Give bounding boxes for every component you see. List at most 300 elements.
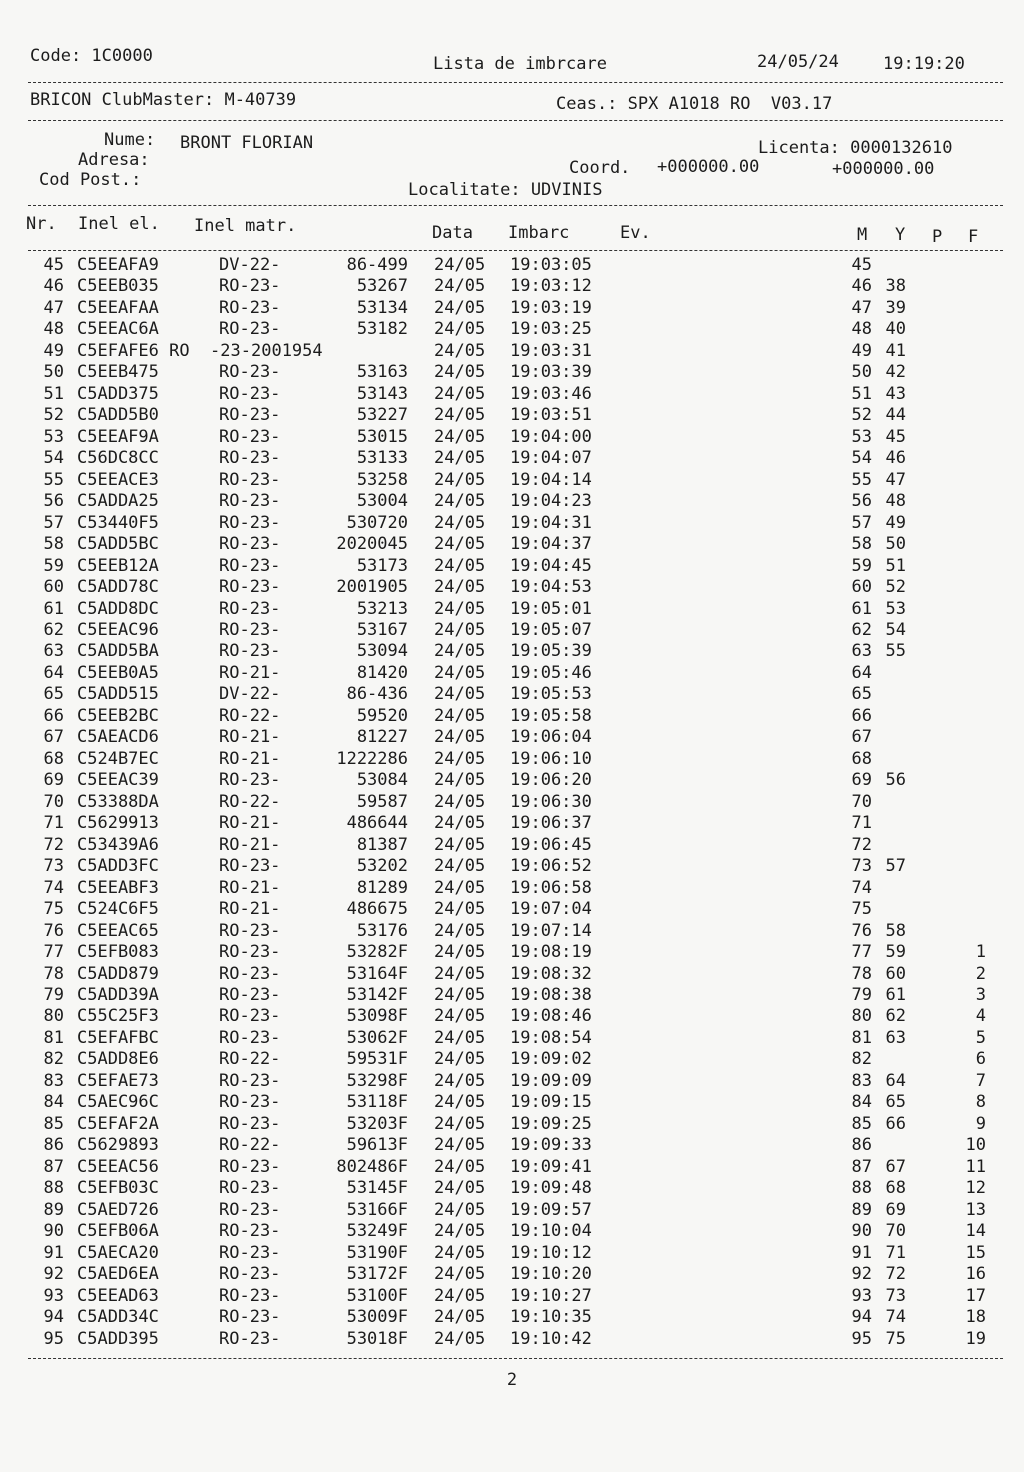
ring-number: 53009F — [346, 1307, 408, 1328]
embark-date: 24/05 — [434, 1307, 486, 1328]
row-number: 88 — [43, 1178, 64, 1199]
row-number: 47 — [43, 297, 64, 318]
ring-number: 53190F — [346, 1242, 408, 1263]
y-value: 60 — [885, 963, 906, 984]
table-row — [0, 1071, 1024, 1092]
table-row — [0, 1006, 1024, 1027]
table-row — [0, 813, 1024, 834]
embark-time: 19:10:35 — [510, 1307, 592, 1328]
table-row — [0, 470, 1024, 491]
embark-date: 24/05 — [434, 684, 486, 705]
embark-date: 24/05 — [434, 1264, 486, 1285]
ring-country: RO-23- — [219, 512, 281, 533]
table-row — [0, 1243, 1024, 1264]
electronic-ring: C5EEB0A5 — [77, 662, 159, 683]
f-value: 1 — [975, 942, 986, 963]
separator — [28, 82, 1003, 83]
row-number: 52 — [43, 405, 64, 426]
ring-number: 59587 — [356, 791, 408, 812]
y-value: 44 — [885, 405, 906, 426]
ring-number: 53227 — [356, 405, 408, 426]
electronic-ring: C5EFB03C — [77, 1178, 159, 1199]
m-value: 68 — [851, 748, 872, 769]
m-value: 88 — [851, 1178, 872, 1199]
y-value: 70 — [885, 1221, 906, 1242]
m-value: 45 — [851, 255, 872, 275]
ring-number: 486644 — [346, 813, 408, 834]
m-value: 91 — [851, 1242, 872, 1263]
embark-time: 19:10:12 — [510, 1242, 592, 1263]
table-row — [0, 964, 1024, 985]
ring-country: RO-23- — [219, 319, 281, 340]
col-m: M — [857, 225, 868, 245]
embark-date: 24/05 — [434, 1285, 486, 1306]
row-number: 89 — [43, 1199, 64, 1220]
row-number: 65 — [43, 684, 64, 705]
electronic-ring: C5EEAC65 — [77, 920, 159, 941]
embark-time: 19:04:23 — [510, 491, 592, 512]
row-number: 57 — [43, 512, 64, 533]
embark-time: 19:05:07 — [510, 619, 592, 640]
clock-info: Ceas.: SPX A1018 RO V03.17 — [556, 94, 833, 114]
postcode-label: Cod Post.: — [39, 170, 142, 190]
f-value: 18 — [965, 1307, 986, 1328]
col-ring-matr: Inel matr. — [194, 216, 297, 236]
table-row — [0, 620, 1024, 641]
row-number: 63 — [43, 641, 64, 662]
separator — [28, 205, 1003, 206]
row-number: 82 — [43, 1049, 64, 1070]
ring-country: RO-23- — [219, 1006, 281, 1027]
ring-number: 53094 — [356, 641, 408, 662]
ring-number: 81420 — [356, 662, 408, 683]
embark-date: 24/05 — [434, 1070, 486, 1091]
y-value: 57 — [885, 856, 906, 877]
embark-date: 24/05 — [434, 813, 486, 834]
ring-number: 53084 — [356, 770, 408, 791]
ring-number: 53167 — [356, 619, 408, 640]
col-nr: Nr. — [26, 214, 57, 234]
embark-time: 19:09:57 — [510, 1199, 592, 1220]
electronic-ring: C5EFAFBC — [77, 1027, 159, 1048]
row-number: 49 — [43, 340, 64, 361]
table-row — [0, 1028, 1024, 1049]
ring-country: RO-23- — [219, 856, 281, 877]
electronic-ring: C5EFAE73 — [77, 1070, 159, 1091]
row-number: 76 — [43, 920, 64, 941]
embark-time: 19:03:31 — [510, 340, 592, 361]
ring-country: RO-23- — [219, 297, 281, 318]
table-row — [0, 491, 1024, 512]
embark-date: 24/05 — [434, 319, 486, 340]
row-number: 67 — [43, 727, 64, 748]
f-value: 8 — [975, 1092, 986, 1113]
ring-country: RO-23- — [219, 1199, 281, 1220]
ring-country: RO-23- — [219, 1307, 281, 1328]
embark-date: 24/05 — [434, 1221, 486, 1242]
ring-country: RO-21- — [219, 662, 281, 683]
ring-number: 53163 — [356, 362, 408, 383]
embark-date: 24/05 — [434, 426, 486, 447]
f-value: 14 — [965, 1221, 986, 1242]
electronic-ring: C5AECA20 — [77, 1242, 159, 1263]
separator — [28, 120, 1003, 121]
m-value: 62 — [851, 619, 872, 640]
ring-number: 53249F — [346, 1221, 408, 1242]
embark-time: 19:03:19 — [510, 297, 592, 318]
col-embark: Imbarc — [508, 223, 570, 243]
ring-number: 53100F — [346, 1285, 408, 1306]
embark-time: 19:05:53 — [510, 684, 592, 705]
y-value: 46 — [885, 448, 906, 469]
ring-country: RO-22- — [219, 705, 281, 726]
electronic-ring: C53440F5 — [77, 512, 159, 533]
ring-country: RO-23- — [219, 1221, 281, 1242]
m-value: 56 — [851, 491, 872, 512]
table-row — [0, 513, 1024, 534]
row-number: 95 — [43, 1328, 64, 1349]
f-value: 6 — [975, 1049, 986, 1070]
embark-time: 19:04:31 — [510, 512, 592, 533]
embark-time: 19:06:52 — [510, 856, 592, 877]
embark-date: 24/05 — [434, 512, 486, 533]
row-number: 45 — [43, 255, 64, 275]
y-value: 72 — [885, 1264, 906, 1285]
table-row — [0, 1329, 1024, 1350]
f-value: 16 — [965, 1264, 986, 1285]
table-row — [0, 384, 1024, 405]
electronic-ring: C5629913 — [77, 813, 159, 834]
row-number: 93 — [43, 1285, 64, 1306]
embark-time: 19:03:05 — [510, 255, 592, 275]
ring-number: 53004 — [356, 491, 408, 512]
ring-country: RO-23- — [219, 1027, 281, 1048]
separator — [28, 1358, 1003, 1359]
embark-time: 19:08:46 — [510, 1006, 592, 1027]
embark-date: 24/05 — [434, 1199, 486, 1220]
ring-number: 802486F — [336, 1156, 408, 1177]
m-value: 89 — [851, 1199, 872, 1220]
embark-date: 24/05 — [434, 1027, 486, 1048]
y-value: 51 — [885, 555, 906, 576]
m-value: 74 — [851, 877, 872, 898]
table-row — [0, 255, 1024, 276]
row-number: 81 — [43, 1027, 64, 1048]
embark-date: 24/05 — [434, 705, 486, 726]
ring-country: RO-21- — [219, 813, 281, 834]
row-number: 61 — [43, 598, 64, 619]
table-row — [0, 362, 1024, 383]
table-row — [0, 835, 1024, 856]
ring-country: RO-23- — [219, 984, 281, 1005]
y-value: 50 — [885, 534, 906, 555]
f-value: 15 — [965, 1242, 986, 1263]
row-number: 55 — [43, 469, 64, 490]
ring-country: RO-23- — [219, 1285, 281, 1306]
locality: Localitate: UDVINIS — [408, 180, 603, 200]
embark-date: 24/05 — [434, 1328, 486, 1349]
y-value: 67 — [885, 1156, 906, 1177]
embark-date: 24/05 — [434, 255, 486, 275]
y-value: 39 — [885, 297, 906, 318]
table-row — [0, 1135, 1024, 1156]
row-number: 59 — [43, 555, 64, 576]
m-value: 79 — [851, 984, 872, 1005]
table-row — [0, 792, 1024, 813]
col-f: F — [968, 227, 979, 247]
electronic-ring: C56DC8CC — [77, 448, 159, 469]
code-label: Code: 1C0000 — [30, 46, 153, 66]
ring-country: RO-22- — [219, 1049, 281, 1070]
electronic-ring: C5EEAC39 — [77, 770, 159, 791]
embark-time: 19:08:32 — [510, 963, 592, 984]
table-row — [0, 577, 1024, 598]
electronic-ring: C5ADD5BA — [77, 641, 159, 662]
row-number: 72 — [43, 834, 64, 855]
row-number: 54 — [43, 448, 64, 469]
electronic-ring: C5ADD879 — [77, 963, 159, 984]
table-row — [0, 1307, 1024, 1328]
electronic-ring: C5ADD5B0 — [77, 405, 159, 426]
m-value: 75 — [851, 899, 872, 920]
table-row — [0, 298, 1024, 319]
embark-date: 24/05 — [434, 619, 486, 640]
m-value: 65 — [851, 684, 872, 705]
embark-date: 24/05 — [434, 469, 486, 490]
license: Licenta: 0000132610 — [758, 138, 953, 158]
ring-country: RO-23- — [219, 770, 281, 791]
electronic-ring: C5EEABF3 — [77, 877, 159, 898]
electronic-ring: C5EEAC96 — [77, 619, 159, 640]
ring-number: 53203F — [346, 1113, 408, 1134]
electronic-ring: C5ADD78C — [77, 577, 159, 598]
col-y: Y — [895, 225, 906, 245]
embark-time: 19:04:37 — [510, 534, 592, 555]
embark-time: 19:05:58 — [510, 705, 592, 726]
table-row — [0, 770, 1024, 791]
embark-time: 19:03:25 — [510, 319, 592, 340]
embark-date: 24/05 — [434, 555, 486, 576]
embark-time: 19:08:54 — [510, 1027, 592, 1048]
m-value: 76 — [851, 920, 872, 941]
print-time: 19:19:20 — [883, 54, 965, 74]
embark-date: 24/05 — [434, 383, 486, 404]
m-value: 64 — [851, 662, 872, 683]
embark-time: 19:05:46 — [510, 662, 592, 683]
f-value: 10 — [965, 1135, 986, 1156]
table-row — [0, 942, 1024, 963]
embark-time: 19:03:51 — [510, 405, 592, 426]
y-value: 61 — [885, 984, 906, 1005]
f-value: 19 — [965, 1328, 986, 1349]
y-value: 48 — [885, 491, 906, 512]
col-p: P — [932, 227, 943, 247]
embark-time: 19:03:12 — [510, 276, 592, 297]
electronic-ring: C5AED726 — [77, 1199, 159, 1220]
ring-number: 53118F — [346, 1092, 408, 1113]
m-value: 77 — [851, 942, 872, 963]
y-value: 66 — [885, 1113, 906, 1134]
m-value: 48 — [851, 319, 872, 340]
m-value: 78 — [851, 963, 872, 984]
row-number: 70 — [43, 791, 64, 812]
ring-number: 53134 — [356, 297, 408, 318]
ring-country: RO-23- — [219, 619, 281, 640]
table-row — [0, 878, 1024, 899]
ring-number: 53062F — [346, 1027, 408, 1048]
y-value: 47 — [885, 469, 906, 490]
embark-time: 19:10:42 — [510, 1328, 592, 1349]
y-value: 55 — [885, 641, 906, 662]
embark-date: 24/05 — [434, 1178, 486, 1199]
table-row — [0, 684, 1024, 705]
ring-number: 53145F — [346, 1178, 408, 1199]
embark-time: 19:03:46 — [510, 383, 592, 404]
ring-number: 59520 — [356, 705, 408, 726]
ring-country: RO-23- — [219, 1242, 281, 1263]
y-value: 73 — [885, 1285, 906, 1306]
ring-country: RO-21- — [219, 899, 281, 920]
embark-date: 24/05 — [434, 1049, 486, 1070]
electronic-ring: C53388DA — [77, 791, 159, 812]
m-value: 47 — [851, 297, 872, 318]
electronic-ring: C524B7EC — [77, 748, 159, 769]
m-value: 83 — [851, 1070, 872, 1091]
electronic-ring: C5EEAF9A — [77, 426, 159, 447]
page-number: 2 — [506, 1370, 518, 1390]
y-value: 71 — [885, 1242, 906, 1263]
embark-date: 24/05 — [434, 405, 486, 426]
table-row — [0, 1178, 1024, 1199]
table-row — [0, 663, 1024, 684]
electronic-ring: C5ADD395 — [77, 1328, 159, 1349]
embark-time: 19:05:01 — [510, 598, 592, 619]
embark-date: 24/05 — [434, 748, 486, 769]
ring-number: 53164F — [346, 963, 408, 984]
m-value: 95 — [851, 1328, 872, 1349]
separator — [28, 250, 1003, 251]
embark-date: 24/05 — [434, 963, 486, 984]
embark-time: 19:07:14 — [510, 920, 592, 941]
ring-number: 53267 — [356, 276, 408, 297]
f-value: 7 — [975, 1070, 986, 1091]
row-number: 66 — [43, 705, 64, 726]
f-value: 5 — [975, 1027, 986, 1048]
ring-country: RO-23- — [219, 598, 281, 619]
y-value: 45 — [885, 426, 906, 447]
table-row — [0, 1200, 1024, 1221]
col-ev: Ev. — [620, 223, 651, 243]
table-row — [0, 706, 1024, 727]
name-value: BRONT FLORIAN — [180, 133, 314, 153]
embark-time: 19:03:39 — [510, 362, 592, 383]
y-value: 54 — [885, 619, 906, 640]
row-number: 85 — [43, 1113, 64, 1134]
ring-number: 53142F — [346, 984, 408, 1005]
embark-date: 24/05 — [434, 1156, 486, 1177]
m-value: 58 — [851, 534, 872, 555]
electronic-ring: C5EEB475 — [77, 362, 159, 383]
ring-country: RO-23- — [219, 383, 281, 404]
y-value: 41 — [885, 340, 906, 361]
ring-country: RO-21- — [219, 877, 281, 898]
table-row — [0, 276, 1024, 297]
ring-country: RO-23- — [219, 405, 281, 426]
table-row — [0, 556, 1024, 577]
m-value: 57 — [851, 512, 872, 533]
electronic-ring: C5EFB06A — [77, 1221, 159, 1242]
embark-date: 24/05 — [434, 877, 486, 898]
m-value: 81 — [851, 1027, 872, 1048]
ring-number: 53176 — [356, 920, 408, 941]
table-row — [0, 921, 1024, 942]
electronic-ring: C5EEAC56 — [77, 1156, 159, 1177]
embark-date: 24/05 — [434, 727, 486, 748]
embark-time: 19:09:09 — [510, 1070, 592, 1091]
ring-number: 59613F — [346, 1135, 408, 1156]
m-value: 92 — [851, 1264, 872, 1285]
row-number: 58 — [43, 534, 64, 555]
ring-number: 86-499 — [346, 255, 408, 275]
row-number: 80 — [43, 1006, 64, 1027]
y-value: 69 — [885, 1199, 906, 1220]
table-row — [0, 899, 1024, 920]
embark-time: 19:08:19 — [510, 942, 592, 963]
embark-date: 24/05 — [434, 276, 486, 297]
row-number: 50 — [43, 362, 64, 383]
ring-country: RO-23- — [219, 963, 281, 984]
m-value: 82 — [851, 1049, 872, 1070]
embark-date: 24/05 — [434, 534, 486, 555]
m-value: 94 — [851, 1307, 872, 1328]
y-value: 42 — [885, 362, 906, 383]
ring-country: RO-23- — [219, 1264, 281, 1285]
ring-number: 59531F — [346, 1049, 408, 1070]
ring-country: RO-21- — [219, 748, 281, 769]
electronic-ring: C5ADD8DC — [77, 598, 159, 619]
row-number: 56 — [43, 491, 64, 512]
electronic-ring: C5AEC96C — [77, 1092, 159, 1113]
ring-country: RO-21- — [219, 727, 281, 748]
ring-number: 2020045 — [336, 534, 408, 555]
ring-number: 53258 — [356, 469, 408, 490]
print-date: 24/05/24 — [757, 52, 839, 72]
electronic-ring: C5EFAFE6 RO -23-2001954 — [77, 340, 323, 361]
embark-time: 19:09:41 — [510, 1156, 592, 1177]
table-row — [0, 1114, 1024, 1135]
row-number: 60 — [43, 577, 64, 598]
ring-country: RO-23- — [219, 1328, 281, 1349]
embark-date: 24/05 — [434, 491, 486, 512]
ring-country: RO-23- — [219, 362, 281, 383]
table-row — [0, 319, 1024, 340]
ring-number: 53018F — [346, 1328, 408, 1349]
row-number: 90 — [43, 1221, 64, 1242]
electronic-ring: C5EEB035 — [77, 276, 159, 297]
ring-number: 53166F — [346, 1199, 408, 1220]
electronic-ring: C5AEACD6 — [77, 727, 159, 748]
y-value: 64 — [885, 1070, 906, 1091]
embark-date: 24/05 — [434, 856, 486, 877]
m-value: 70 — [851, 791, 872, 812]
embark-time: 19:10:27 — [510, 1285, 592, 1306]
row-number: 94 — [43, 1307, 64, 1328]
row-number: 74 — [43, 877, 64, 898]
embark-time: 19:08:38 — [510, 984, 592, 1005]
table-row — [0, 1092, 1024, 1113]
row-number: 79 — [43, 984, 64, 1005]
ring-country: DV-22- — [219, 684, 281, 705]
